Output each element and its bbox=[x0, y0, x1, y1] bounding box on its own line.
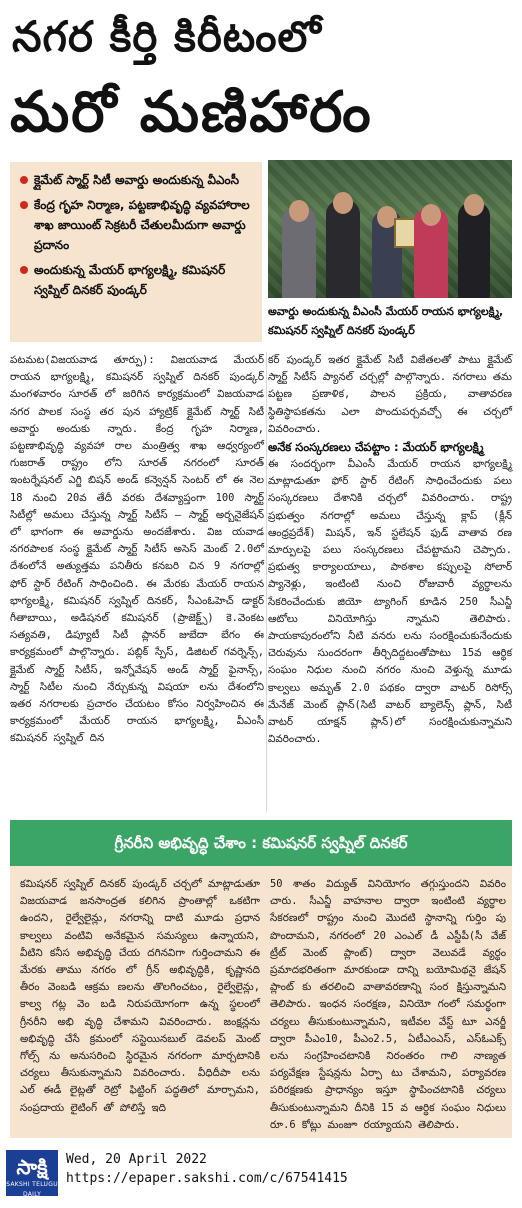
column-divider bbox=[266, 352, 267, 812]
person-figure bbox=[326, 200, 360, 298]
article-paragraph: 50 శాతం విద్యుత్ వినియోగం తగ్గుస్తుందని వివరిం చారు. సీఎన్జీ వాహనాల ద్వారా ఇంటింటి వ్యర్థాల సేకరణలో రాష్ట్రం నుంచి మొదటి స్థానాన్ని గుర్తిం పు పొందామని, నగరంలో 20 ఎంఎల్ డీ ఎస్టీపీ(సీ వేజ్ ట్రీట్ మెంట్ ప్లాంట్) ద్వారా వెలువడే వ్యర్థం ప్రమాదభరితంగా మారకుండా దాన్ని బయోమిథనై జేషన్ ప్లాంట్ కు తరలించి వాతావరణాన్ని సంర క్షిస్తున్నామని తెలిపారు. ఇంధన సంరక్షణ, వినియో గంలో సమర్థంగా చర్యలు తీసుకుంటున్నామని, ఇటీవల వేస్ట్ టూ ఎనర్జీ ద్వారా పీఎం10, పీఎం2.5, ఏటీఎంఎస్, ఎస్ఓఎక్స్ లను సంగ్రహించటానికి నిరంతరం గాలి నాణ్యత పర్యవేక్షణ స్టేషన్లను ఏర్పా టు చేశామని, పర్యావరణ పరిరక్షణకు ప్రాధాన్యం ఇస్తూ స్థాపించటానికి చర్యలు తీసుకుంటున్నామని దీనికి 15 వ ఆర్థిక సంఘం నిధులు రూ.6 కోట్లు మంజూ రయ్యాయని తెలిపారు. bbox=[270, 878, 506, 1131]
article-paragraph: కర్ పుండ్కర్ ఇతర క్లైమేట్ సిటీ విజేతలతో పాటు క్లైమేట్ స్మార్ట్ సిటీస్ ప్యానల్ చర్చల్లో పాల్గొన్నారు. నగరాలు తమ పట్టణ ప్రణాళిక, పాలన ప్రక్రియ, వాతావరణ స్థితిస్థాపకతను ఎలా పొందుపర్చవచ్చో ఈ చర్చలో వివరించారు. bbox=[268, 354, 512, 435]
headline-line-1: నగర కీర్తి కిరీటంలో bbox=[12, 12, 322, 61]
highlight-text: కేంద్ర గృహ నిర్మాణ, పట్టణాభివృద్ధి వ్యవహారాల శాఖ జాయింట్ సెక్రటరీ చేతులమీదుగా అవార్డు ప్రదానం bbox=[34, 198, 250, 252]
sakshi-logo bbox=[6, 1150, 58, 1196]
bottom-right-column bbox=[270, 876, 506, 1134]
photo-caption: అవార్డు అందుకున్న వీఎంసీ మేయర్ రాయన భాగ్యలక్ష్మి, కమిషనర్ స్వప్నిల్ దినకర్ పుండ్కర్ bbox=[268, 305, 504, 337]
person-head bbox=[421, 204, 441, 226]
person-head bbox=[464, 194, 484, 216]
highlights-box bbox=[10, 162, 262, 342]
highlight-text: అందుకున్న మేయర్ భాగ్యలక్ష్మి, కమిషనర్ స్వప్నిల్ దినకర్ పుండ్కర్ bbox=[34, 263, 226, 297]
logo-subtitle: SAKSHI TELUGU DAILY bbox=[6, 1181, 58, 1198]
footer-meta bbox=[66, 1150, 348, 1188]
bullet-icon bbox=[20, 176, 28, 184]
award-plaque bbox=[394, 218, 416, 248]
bottom-left-column bbox=[20, 876, 260, 1134]
article-left-column bbox=[10, 352, 264, 812]
person-figure bbox=[458, 202, 490, 298]
bullet-icon bbox=[20, 266, 28, 274]
logo-mark: సాక్షి bbox=[16, 1155, 48, 1179]
source-url[interactable]: https://epaper.sakshi.com/c/67541415 bbox=[66, 1171, 348, 1186]
section-banner: గ్రీనరీని అభివృద్ధి చేశాం : కమిషనర్ స్వప్నిల్ దినకర్ bbox=[10, 820, 512, 866]
article-paragraph: పటమట(విజయవాడ తూర్పు): విజయవాడ మేయర్ రాయన భాగ్యలక్ష్మి, కమిషనర్ స్వప్నిల్ దినకర్ పుండ్కర్ మంగళవారం సూరత్ లో జరిగిన కార్యక్రమంలో విజయవాడ నగర పాలక సంస్థ తర పున హ్యాట్రిక్ క్లైమేట్ స్మార్ట్ సిటీ అవార్డు అందుకు న్నారు. కేంద్ర గృహ నిర్మాణ, పట్టణాభివృద్ధి వ్యవహా రాల మంత్రిత్వ శాఖ ఆధ్వర్యంలో గుజరాత్ రాష్ట్రం లోని సూరత్ నగరంలో సూరత్ ఇంటర్నేషనల్ ఎగ్జి బిషన్ అండ్ కన్వెన్షన్ సెంటర్ లో ఈ నెల 18 నుంచి 20వ తేదీ వరకు దేశవ్యాప్తంగా 100 స్మార్ట్ సిటీల్లో అమలు చేస్తున్న స్మార్ట్ సిటీస్ – స్మార్ట్ అర్బనైజేషన్ లో భాగంగా ఈ అవార్డును అందజేశారు. విజ యవాడ నగరపాలక సంస్థ క్లైమేట్ స్మార్ట్ సిటీస్ అసెస్ మెంట్ 2.0లో దేశంలోనే అత్యుత్తమ పనితీరు కనబరి చిన 9 నగరాల్లో ఫోర్ స్టార్ రేటింగ్ సాధించింది. ఈ మేరకు మేయర్ రాయన భాగ్యలక్ష్మి, కమిషనర్ స్వప్నిల్ దినకర్, సీఎంఓహెచ్ డాక్టర్ గీతాబాయి, అడిషనల్ కమిషనర్ (ప్రాజెక్ట్స్) కె.వెంకట సత్యవతి, డిప్యూటీ సిటీ ప్లానర్ జుబేదా బేగం ఈ కార్యక్రమంలో పాల్గొన్నారు. పబ్లిక్ స్పేస్, డిజిటల్ గవర్నెన్స్, క్లైమేట్ స్మార్ట్ సిటీస్, ఇన్నోవేషన్ అండ్ స్మార్ట్ ఫైనాన్స్, స్మార్ట్ సిటీల నుంచి నేర్చుకున్న విషయా లను దేశంలోని ఇతర నగరాలకు ప్రచారం చేయటం కోసం నిర్వహించిన ఈ కార్యక్రమంలో మేయర్ రాయన భాగ్యలక్ష్మి, వీఎంసీ కమిషనర్ స్వప్నిల్ దిన bbox=[10, 354, 264, 745]
article-right-column bbox=[268, 352, 512, 812]
bullet-icon bbox=[20, 201, 28, 209]
highlight-item bbox=[20, 170, 254, 190]
person-head bbox=[289, 200, 309, 222]
publish-date: Wed, 20 April 2022 bbox=[66, 1152, 207, 1167]
person-head bbox=[333, 192, 353, 214]
highlight-text: క్లైమేట్ స్మార్ట్ సిటీ అవార్డు అందుకున్న వీఎంసీ bbox=[34, 173, 240, 187]
award-photo bbox=[268, 160, 512, 298]
article-paragraph: కమిషనర్ స్వప్నిల్ దినకర్ పుండ్కర్ చర్చలో మాట్లాడుతూ విజయవాడ జనసాంద్రత కలిగిన ప్రాంతాల్లో ఒకటిగా ఉందని, రైల్వేలైన్లు, నగరాన్ని దాటి మూడు ప్రధాన కాల్వలు వంటివి అనేకమైన సమస్యలు ఉన్నాయని, వీటిని కనీస అభివృద్ధి చేయ దగినవిగా గుర్తించామని ఈ మేరకు తాము నగరం లో గ్రీన్ అభివృద్ధికి, కృష్ణానది తీరం వెంబడి ఆక్రమ ణలను తొలగించటం, రైల్వేలైన్లు, కాల్వ గట్ల వెం బడి నిరుపయోగంగా ఉన్న స్థలంలో గ్రీనరీని అభి వృద్ధి చేశామని వివరించారు. జంక్షన్లను అభివృద్ధి చేసే క్రమంలో సస్టెయినబుల్ డెవలప్ మెంట్ గోల్స్ ను అనుసరించి స్థిరమైన నగరంగా మార్చటానికి చర్యలు తీసుకున్నామని వివరించారు. వీధిదీపా లను ఎల్ ఈడీ లైట్లతో రెట్రో ఫిట్టింగ్ పద్ధతిలో మార్చామని, సంప్రదాయ లైటింగ్ తో పోలిస్తే ఇది bbox=[20, 878, 260, 1114]
highlight-item bbox=[20, 260, 254, 300]
headline-line-2: మరో మణిహారం bbox=[10, 80, 373, 145]
highlight-item bbox=[20, 195, 254, 255]
article-subhead: అనేక సంస్కరణలు చేపట్టాం : మేయర్ భాగ్యలక్ష్మి bbox=[268, 440, 484, 455]
article-paragraph: ఈ సందర్భంగా వీఎంసీ మేయర్ రాయన భాగ్యలక్ష్మి మాట్లాడుతూ ఫోర్ స్టార్ రేటింగ్ సాధించేందుకు పలు సంస్కరణలు దేశానికి చర్చలో వివరించారు. రాష్ట్ర ప్రభుత్వం నగరాల్లో అమలు చేస్తున్న క్లాప్ (క్లీన్ ఆంధ్రప్రదేశ్) మిషన్, ఇన్ స్టలేషన్ ఫుడ్ వాతావ రణ మార్పులపై పలు సంస్కరణలు చేపట్టామని చెప్పారు. ప్రభుత్వ కార్యాలయాలు, పాఠశాల కప్పులపై సోలార్ ప్యానెళ్లు, ఇంటింటి నుంచి రోజువారీ వ్యర్థాలను సేకరించేందుకు జియో ట్యాగింగ్ కూడిన 250 సీఎన్జీ ఆటోలు వినియోగిస్తు న్నామని తెలిపారు. పాయకాపురంలోని నీటి వనరు లను సంరక్షించుకునేందుకు చెరువును సుందరంగా తీర్చిదిద్దటంతోపాటు 15వ ఆర్థిక సంఘం నిధుల నుంచి నగరం నుంచి వెళ్తున్న మూడు కాల్వలు అమృత్ 2.0 పథకం ద్వారా వాటర్ రిసోర్స్ మేనేజ్ మెంట్ ప్లాన్(సిటీ వాటర్ బ్యాలెన్స్ ప్లాన్, సిటీ వాటర్ యాక్షన్ ప్లాన్)లో సంరక్షించుకున్నామని వివరించారు. bbox=[268, 458, 512, 746]
